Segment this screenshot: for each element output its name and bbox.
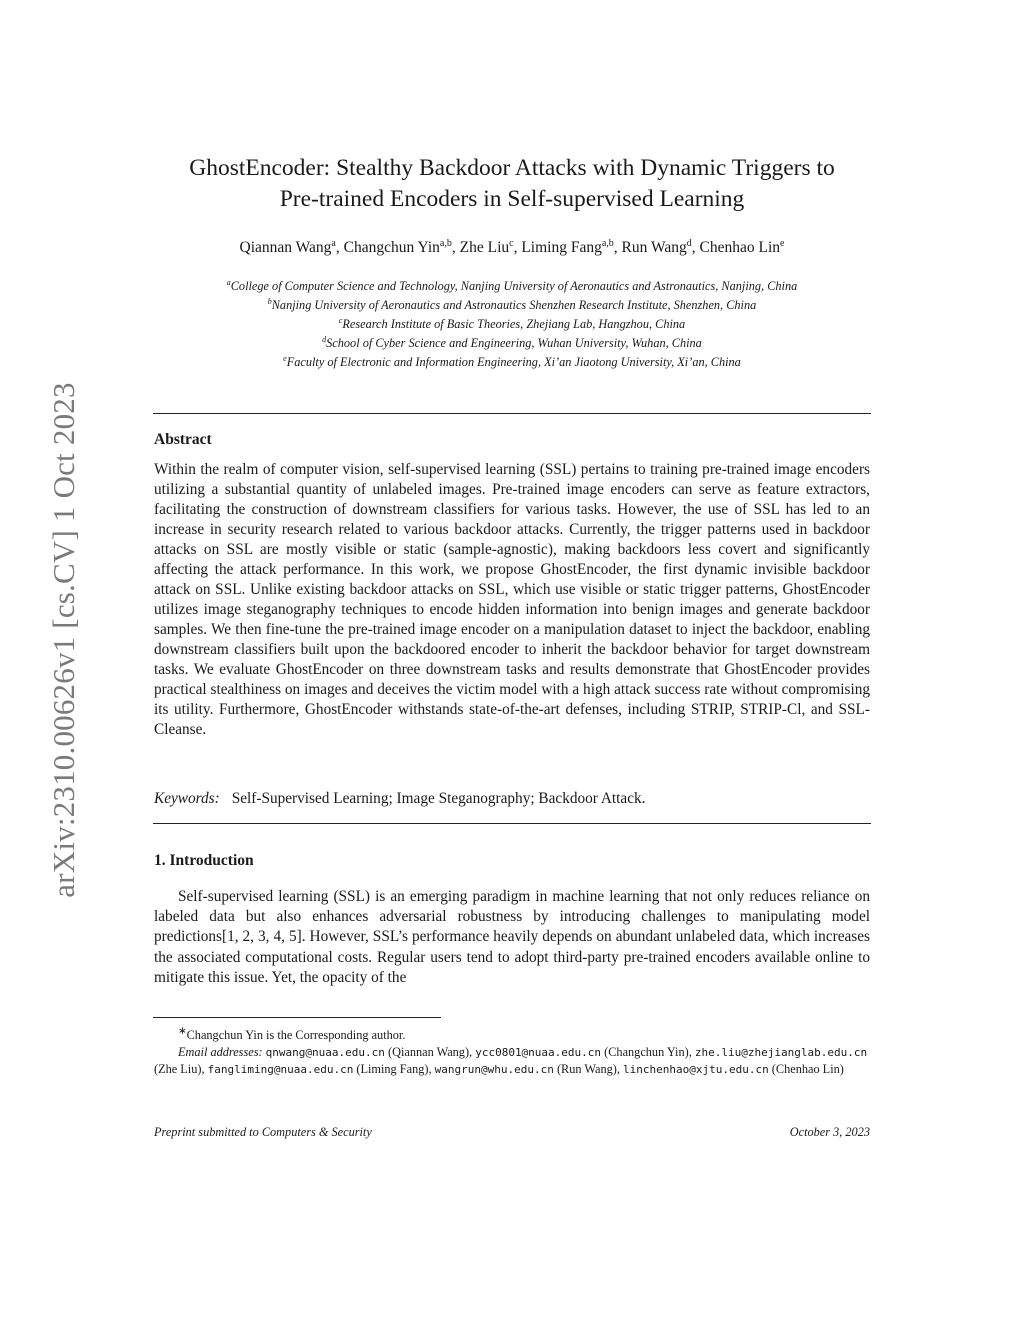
submission-note: Preprint submitted to Computers & Security xyxy=(154,1125,372,1139)
email-entry: wangrun@whu.edu.cn (Run Wang), xyxy=(434,1062,624,1077)
page-footer xyxy=(154,1125,870,1140)
author-list xyxy=(120,238,904,257)
author: Zhe Liu$^c$, xyxy=(459,238,522,257)
arxiv-identifier-stamp: arXiv:2310.00626v1 [cs.CV] 1 Oct 2023 xyxy=(46,382,81,898)
footer-date: October 3, 2023 xyxy=(789,1125,870,1139)
affiliation-item: $^e$Faculty of Electronic and Information Engineering, Xi’an Jiaotong University, Xi’an, China xyxy=(283,354,741,370)
footnotes xyxy=(154,1023,870,1078)
author: Run Wang$^d$, xyxy=(621,238,700,257)
title-line-2: Pre-trained Encoders in Self-supervised Learning xyxy=(279,186,745,212)
keywords-text: Self-Supervised Learning; Image Steganography; Backdoor Attack. xyxy=(231,790,646,807)
email-entry: qnwang@nuaa.edu.cn (Qiannan Wang), xyxy=(265,1045,476,1060)
footnote-rule xyxy=(153,1017,441,1018)
author: Chenhao Lin$^e$ xyxy=(699,238,785,257)
email-entry: linchenhao@xjtu.edu.cn (Chenhao Lin) xyxy=(623,1062,844,1077)
keywords-label: Keywords: xyxy=(154,790,220,807)
corresponding-author-note: ∗Changchun Yin is the Corresponding author. xyxy=(178,1026,406,1043)
title-line-1: GhostEncoder: Stealthy Backdoor Attacks with Dynamic Triggers to xyxy=(189,155,835,181)
email-addresses-note: Email addresses: qnwang@nuaa.edu.cn (Qiannan Wang), ycc0801@nuaa.edu.cn (Changchun Yin), zhe.liu@zhejianglab.edu.cn (Zhe Liu), fangliming@nuaa.edu.cn (Liming Fang), wangrun@whu.edu.cn (Run Wang), linchenhao@xjtu.edu.cn (Chenhao Lin) xyxy=(154,1045,868,1077)
author: Changchun Yin$^{a,b}$, xyxy=(343,238,460,257)
email-entry: zhe.liu@zhejianglab.edu.cn (Zhe Liu), xyxy=(154,1046,868,1077)
paper-title xyxy=(120,153,904,215)
affiliation-item: $^b$Nanjing University of Aeronautics and Astronautics Shenzhen Research Institute, Shenzhen, China xyxy=(267,297,757,313)
affiliation-list xyxy=(120,275,904,370)
affiliation-item: $^a$College of Computer Science and Technology, Nanjing University of Aeronautics and Astronautics, Nanjing, China xyxy=(226,278,798,294)
affiliation-item: $^d$School of Cyber Science and Engineering, Wuhan University, Wuhan, China xyxy=(322,335,702,351)
abstract-top-rule xyxy=(153,413,871,414)
email-entry: ycc0801@nuaa.edu.cn (Changchun Yin), xyxy=(475,1045,695,1060)
author: Qiannan Wang$^a$, xyxy=(239,238,344,257)
introduction-heading: 1. Introduction xyxy=(154,852,254,869)
affiliation-item: $^c$Research Institute of Basic Theories, Zhejiang Lab, Hangzhou, China xyxy=(338,316,686,332)
abstract-bottom-rule xyxy=(153,823,871,824)
email-entry: fangliming@nuaa.edu.cn (Liming Fang), xyxy=(207,1062,435,1077)
abstract-heading: Abstract xyxy=(154,431,212,448)
author: Liming Fang$^{a,b}$, xyxy=(521,238,622,257)
introduction-paragraph: Self-supervised learning (SSL) is an emerging paradigm in machine learning that not only reduces reliance on labeled data but also enhances adversarial robustness by introducing challenges to manipulating model predictions[1, 2, 3, 4, 5]. However, SSL’s performance heavily depends on abundant unlabeled data, which increases the associated computational costs. Regular users tend to adopt third-party pre-trained encoders available online to mitigate this issue. Yet, the opacity of the xyxy=(154,888,870,986)
abstract-text: Within the realm of computer vision, self-supervised learning (SSL) pertains to training pre-trained image encoders utilizing a substantial quantity of unlabeled images. Pre-trained image encoders can serve as feature extractors, facilitating the construction of downstream classifiers for various tasks. However, the use of SSL has led to an increase in security research related to various backdoor attacks. Currently, the trigger patterns used in backdoor attacks on SSL are mostly visible or static (sample-agnostic), making backdoors less covert and significantly affecting the attack performance. In this work, we propose GhostEncoder, the first dynamic invisible backdoor attack on SSL. Unlike existing backdoor attacks on SSL, which use visible or static trigger patterns, GhostEncoder utilizes image steganography techniques to encode hidden information into benign images and generate backdoor samples. We then fine-tune the pre-trained image encoder on a manipulation dataset to inject the backdoor, enabling downstream classifiers built upon the backdoored encoder to inherit the backdoor behavior for target downstream tasks. We evaluate GhostEncoder on three downstream tasks and results demonstrate that GhostEncoder provides practical stealthiness on images and deceives the victim model with a high attack success rate without compromising its utility. Furthermore, GhostEncoder withstands state-of-the-art defenses, including STRIP, STRIP-Cl, and SSL-Cleanse. xyxy=(154,461,870,738)
keywords-line xyxy=(154,790,870,808)
